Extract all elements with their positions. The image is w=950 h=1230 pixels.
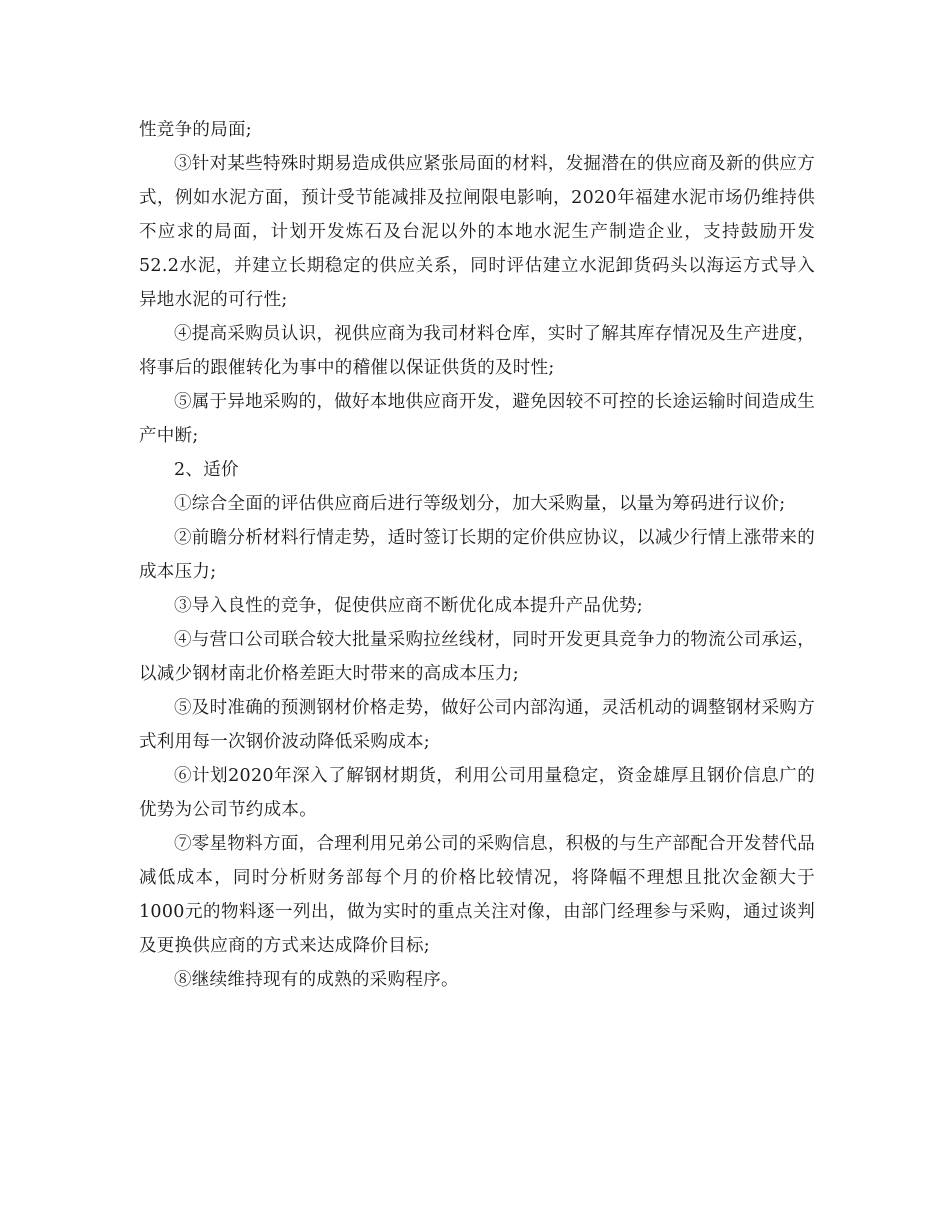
paragraph: ⑥计划2020年深入了解钢材期货，利用公司用量稳定，资金雄厚且钢价信息广的优势为公司节约成本。	[139, 766, 815, 820]
paragraph: ①综合全面的评估供应商后进行等级划分，加大采购量，以量为筹码进行议价;	[174, 494, 786, 514]
paragraph: 性竞争的局面;	[139, 120, 252, 140]
paragraph: ③针对某些特殊时期易造成供应紧张局面的材料，发掘潜在的供应商及新的供应方式，例如水泥方面，预计受节能减排及拉闸限电影响，2020年福建水泥市场仍维持供不应求的局面，计划开发炼石及台泥以外的本地水泥生产制造企业，支持鼓励开发52.2水泥，并建立长期稳定的供应关系，同时评估建立水泥卸货码头以海运方式导入异地水泥的可行性;	[139, 154, 815, 310]
paragraph: ④与营口公司联合较大批量采购拉丝线材，同时开发更具竞争力的物流公司承运，以减少钢材南北价格差距大时带来的高成本压力;	[139, 630, 815, 684]
paragraph: ⑤属于异地采购的，做好本地供应商开发，避免因较不可控的长途运输时间造成生产中断;	[139, 392, 815, 446]
paragraph: ③导入良性的竞争，促使供应商不断优化成本提升产品优势;	[174, 596, 643, 616]
paragraph: 2、适价	[174, 460, 239, 480]
paragraph: ⑤及时准确的预测钢材价格走势，做好公司内部沟通，灵活机动的调整钢材采购方式利用每一次钢价波动降低采购成本;	[139, 698, 815, 752]
paragraph: ⑦零星物料方面，合理利用兄弟公司的采购信息，积极的与生产部配合开发替代品减低成本，同时分析财务部每个月的价格比较情况，将降幅不理想且批次金额大于1000元的物料逐一列出，做为实时的重点关注对像，由部门经理参与采购，通过谈判及更换供应商的方式来达成降价目标;	[139, 834, 815, 956]
document-body	[139, 113, 815, 997]
paragraph: ⑧继续维持现有的成熟的采购程序。	[174, 970, 459, 990]
paragraph: ④提高采购员认识，视供应商为我司材料仓库，实时了解其库存情况及生产进度，将事后的跟催转化为事中的稽催以保证供货的及时性;	[139, 324, 815, 378]
paragraph: ②前瞻分析材料行情走势，适时签订长期的定价供应协议，以减少行情上涨带来的成本压力;	[139, 528, 815, 582]
